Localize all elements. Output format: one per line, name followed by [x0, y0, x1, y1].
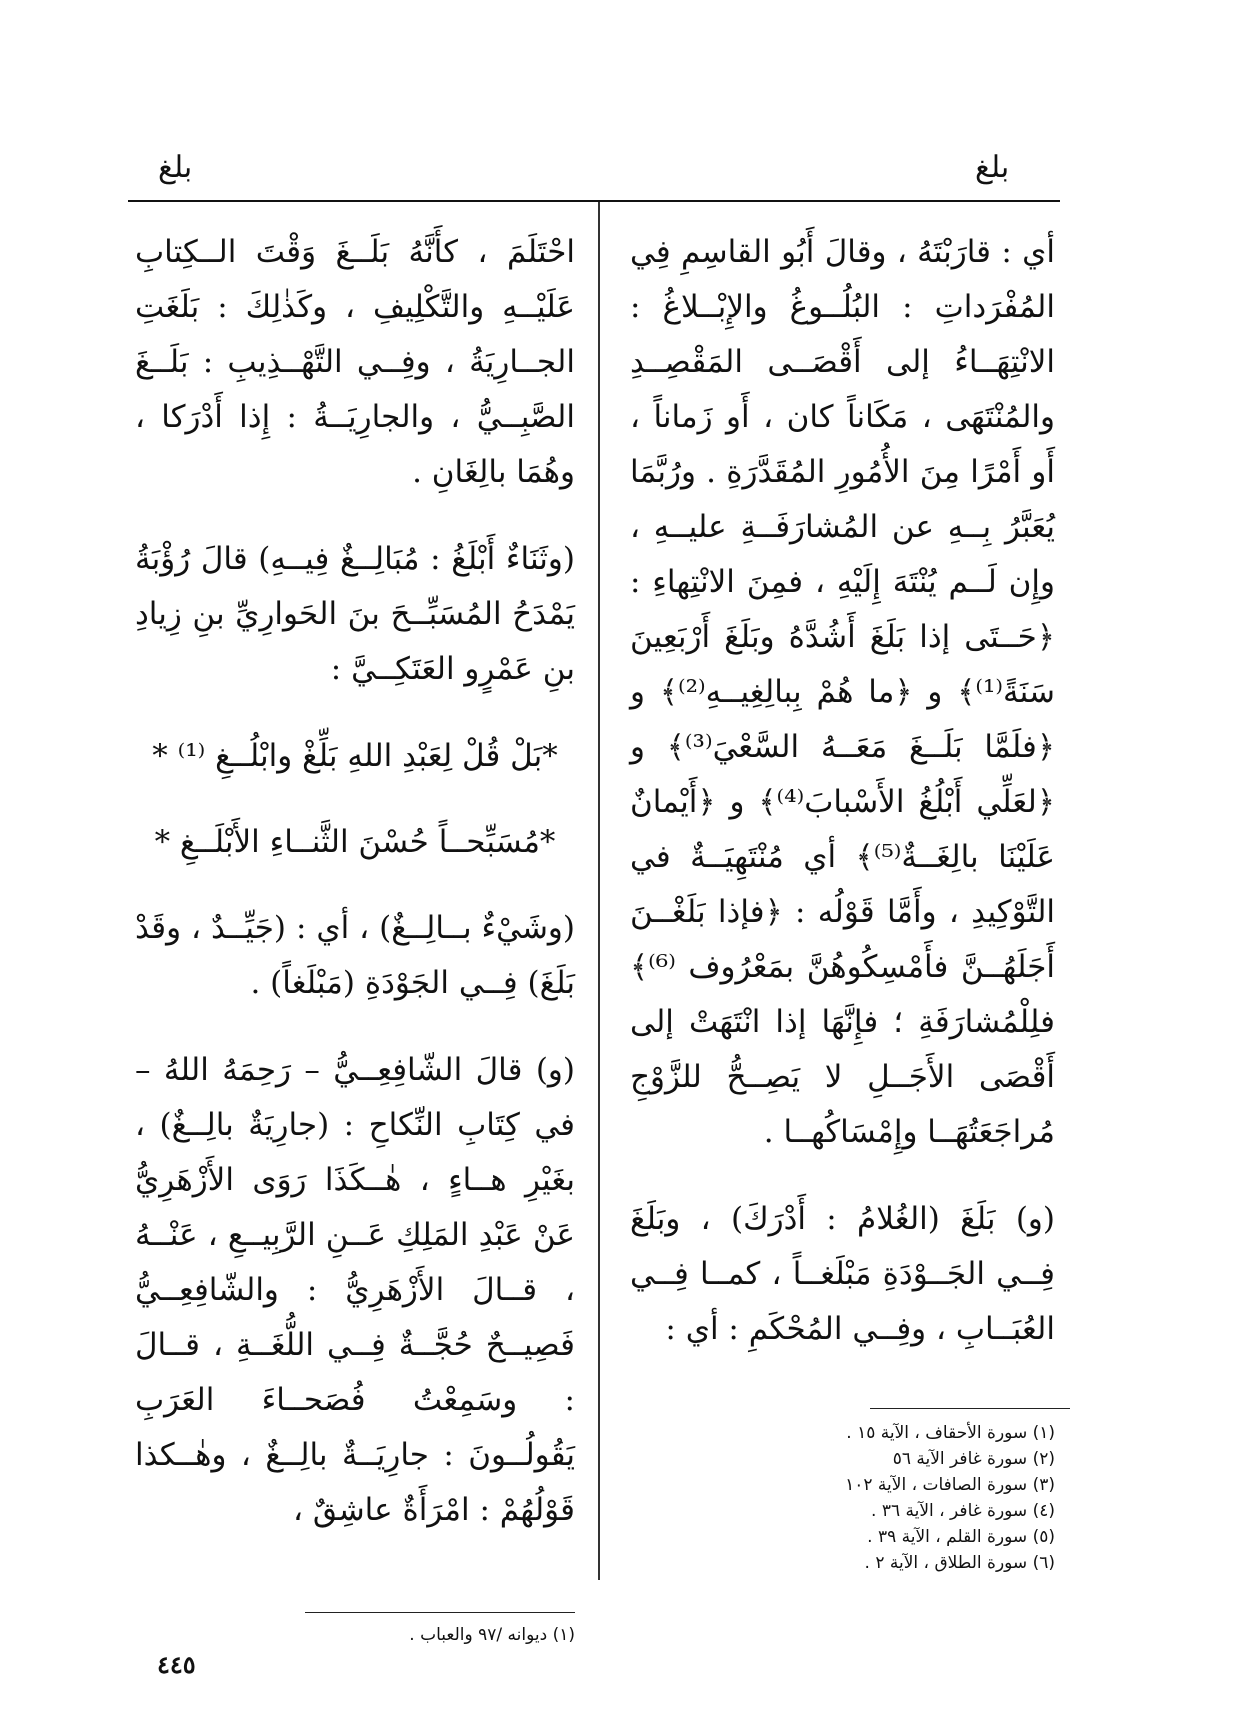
verse-line-1: *بَلْ قُلْ لِعَبْدِ اللهِ بَلِّغْ وابْلُــغِ ⁽¹⁾ * — [152, 738, 558, 774]
footnote-item: (١) ديوانه /٩٧ والعباب . — [409, 1625, 575, 1645]
footnote-item: (٤) سورة غافر ، الآية ٣٦ . — [871, 1501, 1055, 1521]
page-number: ٤٤٥ — [157, 1650, 196, 1679]
footnotes-left — [250, 1622, 575, 1648]
footnotes-right — [760, 1420, 1055, 1576]
header-rule — [128, 200, 1060, 202]
footnote-rule-right — [870, 1408, 1070, 1409]
left-column — [135, 225, 575, 1538]
footnote-item: (٦) سورة الطلاق ، الآية ٢ . — [864, 1553, 1055, 1573]
running-header-left: بلغ — [158, 150, 193, 185]
right-column — [630, 225, 1055, 1357]
footnote-item: (٢) سورة غافر الآية ٥٦ — [892, 1449, 1055, 1469]
footnote-item: (١) سورة الأحقاف ، الآية ١٥ . — [846, 1423, 1055, 1443]
footnote-rule-left — [305, 1612, 575, 1613]
right-paragraph-2: (و) بَلَغَ (الغُلامُ : أَدْرَكَ) ، وبَلَغَ فِــي الجَــوْدَةِ مَبْلَغــاً ، كمــا فِــي العُبَــابِ ، وفِــي المُحْكَمِ : أي : — [630, 1201, 1055, 1347]
left-paragraph-4: (و) قالَ الشّافِعِــيُّ – رَحِمَهُ اللهُ – في كِتَابِ النِّكاحِ : (جارِيَةٌ بالِــغٌ) ، بغَيْرِ هــاءٍ ، هٰــكَذَا رَوَى الأَزْهَرِيُّ عَنْ عَبْدِ المَلِكِ عَــنِ الرَّبِيــعِ ، عَنْــهُ ، قــالَ الأَزْهَرِيُّ : والشّافِعِــيُّ فَصِيــحٌ حُجَّــةٌ فِــي اللُّغَــةِ ، قــالَ : وسَمِعْتُ فُصَحــاءَ العَرَبِ يَقُولُــونَ : جارِيَــةٌ بالِــغٌ ، وهٰــكذا قَوْلُهُمْ : امْرَأَةٌ عاشِقٌ ، — [135, 1052, 575, 1528]
right-paragraph-1: أي : قارَبْتَهُ ، وقالَ أَبُو القاسِمِ فِي المُفْرَداتِ : البُلُــوغُ والإِبْــلاغُ : الانْتِهَــاءُ إلى أَقْصَــى المَقْصِــدِ والمُنْتَهَى ، مَكَاناً كان ، أَو زَماناً ، أَو أَمْرًا مِنَ الأُمُورِ المُقَدَّرَةِ . ورُبَّمَا يُعَبَّرُ بِــهِ عن المُشارَفَــةِ عليــهِ ، وإِن لَــم يُنْتَهَ إِلَيْهِ ، فمِنَ الانْتِهاءِ : ﴿حَــتَى إذا بَلَغَ أَشُدَّهُ وبَلَغَ أَرْبَعِينَ سَنَةً⁽¹⁾﴾ و ﴿ما هُمْ بِبالِغِيــهِ⁽²⁾﴾ و ﴿فلَمَّا بَلَــغَ مَعَــهُ السَّعْيَ⁽³⁾﴾ و ﴿لعَلِّي أَبْلُغُ الأَسْبابَ⁽⁴⁾﴾ و ﴿أَيْمانٌ عَلَيْنَا بالِغَــةٌ⁽⁵⁾﴾ أي مُنْتَهِيَــةٌ في التَّوْكِيدِ ، وأَمَّا قَوْلُه : ﴿فإذا بَلَغْــنَ أَجَلَهُــنَّ فأَمْسِكُوهُنَّ بمَعْرُوف ⁽⁶⁾﴾ فلِلْمُشارَفَةِ ؛ فإِنَّهَا إذا انْتَهَتْ إلى أَقْصَى الأَجَــلِ لا يَصِــحُّ للزَّوْجِ مُراجَعَتُهَــا وإِمْسَاكُهــا . — [630, 234, 1055, 1150]
footnote-item: (٥) سورة القلم ، الآية ٣٩ . — [867, 1527, 1055, 1547]
footnote-item: (٣) سورة الصافات ، الآية ١٠٢ — [845, 1475, 1055, 1495]
left-paragraph-1: احْتَلَمَ ، كأَنَّهُ بَلَــغَ وَقْتَ الــكِتابِ عَلَيْــهِ والتَّكْلِيفِ ، وكَذٰلِكَ : بَلَغَتِ الجــارِيَةُ ، وفِــي التَّهْــذِيبِ : بَلَــغَ الصَّبِــيُّ ، والجارِيَــةُ : إِذا أَدْرَكا ، وهُمَا بالِغَانِ . — [135, 234, 575, 490]
column-divider — [598, 202, 600, 1580]
running-header-right: بلغ — [975, 150, 1010, 185]
left-paragraph-3: (وشَيْءٌ بــالِــغٌ) ، أي : (جَيِّــدٌ ، وقَدْ بَلَغَ) فِــي الجَوْدَةِ (مَبْلَغاً) . — [135, 910, 575, 1001]
verse-line-2: *مُسَبِّحــاً حُسْنَ الثَّنــاءِ الأَبْلَــغِ * — [154, 824, 556, 860]
left-paragraph-2: (وثَنَاءٌ أَبْلَغُ : مُبَالِــغٌ فِيــهِ) قالَ رُؤْبَةُ يَمْدَحُ المُسَبِّــحَ بنَ الحَوارِيِّ بنِ زِيادِ بنِ عَمْرٍو العَتَكِــيَّ : — [135, 541, 575, 687]
